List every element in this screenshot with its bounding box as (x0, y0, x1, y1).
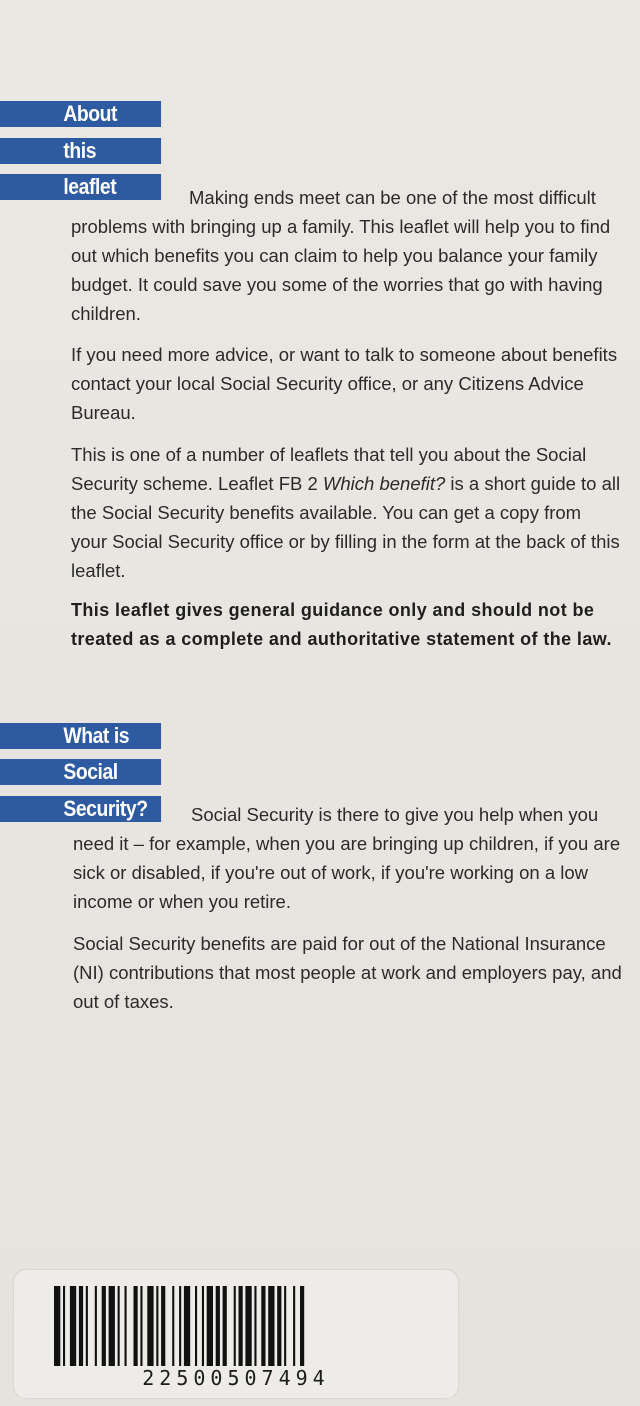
barcode-bar (184, 1286, 190, 1366)
barcode-bar (125, 1286, 127, 1366)
barcode-bar (134, 1286, 138, 1366)
barcode-bar (179, 1286, 181, 1366)
fb2-text-after: is a short guide to all the Social Security benefits available. You can get a copy from your Social Security office or by filling in the form at the back of this leaflet. (71, 473, 621, 581)
barcode-icon (54, 1286, 416, 1366)
barcode-bar (161, 1286, 165, 1366)
heading-about-line-1: About (0, 101, 161, 127)
social-security-intro-paragraph: Social Security is there to give you help when you need it – for example, when you are bringing up children, if you are sick or disabled, if you're out of work, if you're working on a low income or when you retire. (73, 804, 621, 912)
barcode-bar (195, 1286, 197, 1366)
barcode-bar (172, 1286, 174, 1366)
heading-about-line-2: this (0, 138, 161, 164)
leaflet-fb2-paragraph (71, 440, 621, 585)
barcode-bar (118, 1286, 120, 1366)
barcode-bar (147, 1286, 153, 1366)
barcode-bar (254, 1286, 256, 1366)
barcode-bar (207, 1286, 213, 1366)
heading-social-security-line-1: What is (0, 723, 161, 749)
barcode-bar (293, 1286, 295, 1366)
barcode-bar (277, 1286, 281, 1366)
barcode-sticker (14, 1270, 458, 1398)
barcode-bar (95, 1286, 97, 1366)
intro-paragraph: Making ends meet can be one of the most difficult problems with bringing up a family. This leaflet will help you to find out which benefits you can claim to help you balance your family budget. It could save you some of the worries that go with having children. (71, 187, 611, 324)
barcode-bar (102, 1286, 106, 1366)
barcode-bar (223, 1286, 227, 1366)
barcode-bar (63, 1286, 65, 1366)
heading-social-security-line-3: Security? (0, 796, 161, 822)
fb2-leaflet-title: Which benefit? (322, 473, 446, 494)
barcode-bar (202, 1286, 204, 1366)
heading-social-security-line-2: Social (0, 759, 161, 785)
barcode-bar (284, 1286, 286, 1366)
social-security-funding-paragraph: Social Security benefits are paid for out of the National Insurance (NI) contributions that most people at work and employers pay, and out of taxes. (73, 933, 622, 1012)
fb2-text-before: This is one of a number of leaflets that tell you about the Social Security scheme. Leaflet FB 2 (71, 444, 587, 494)
barcode-bar (54, 1286, 60, 1366)
disclaimer-text: This leaflet gives general guidance only and should not be treated as a complete and authoritative statement of the law. (71, 600, 612, 649)
barcode-bar (140, 1286, 142, 1366)
barcode-bar (156, 1286, 158, 1366)
barcode-bar (239, 1286, 243, 1366)
barcode-bar (70, 1286, 76, 1366)
barcode-bar (109, 1286, 115, 1366)
barcode-number: 22500507494 (142, 1366, 330, 1390)
barcode-bar (234, 1286, 236, 1366)
barcode-bar (79, 1286, 83, 1366)
heading-about-line-3: leaflet (0, 174, 161, 200)
barcode-bar (86, 1286, 88, 1366)
advice-paragraph: If you need more advice, or want to talk to someone about benefits contact your local Social Security office, or any Citizens Advice Bureau. (71, 344, 618, 423)
barcode-bar (268, 1286, 274, 1366)
barcode-bar (261, 1286, 265, 1366)
barcode-bar (300, 1286, 304, 1366)
barcode-bar (216, 1286, 220, 1366)
barcode-bar (245, 1286, 251, 1366)
